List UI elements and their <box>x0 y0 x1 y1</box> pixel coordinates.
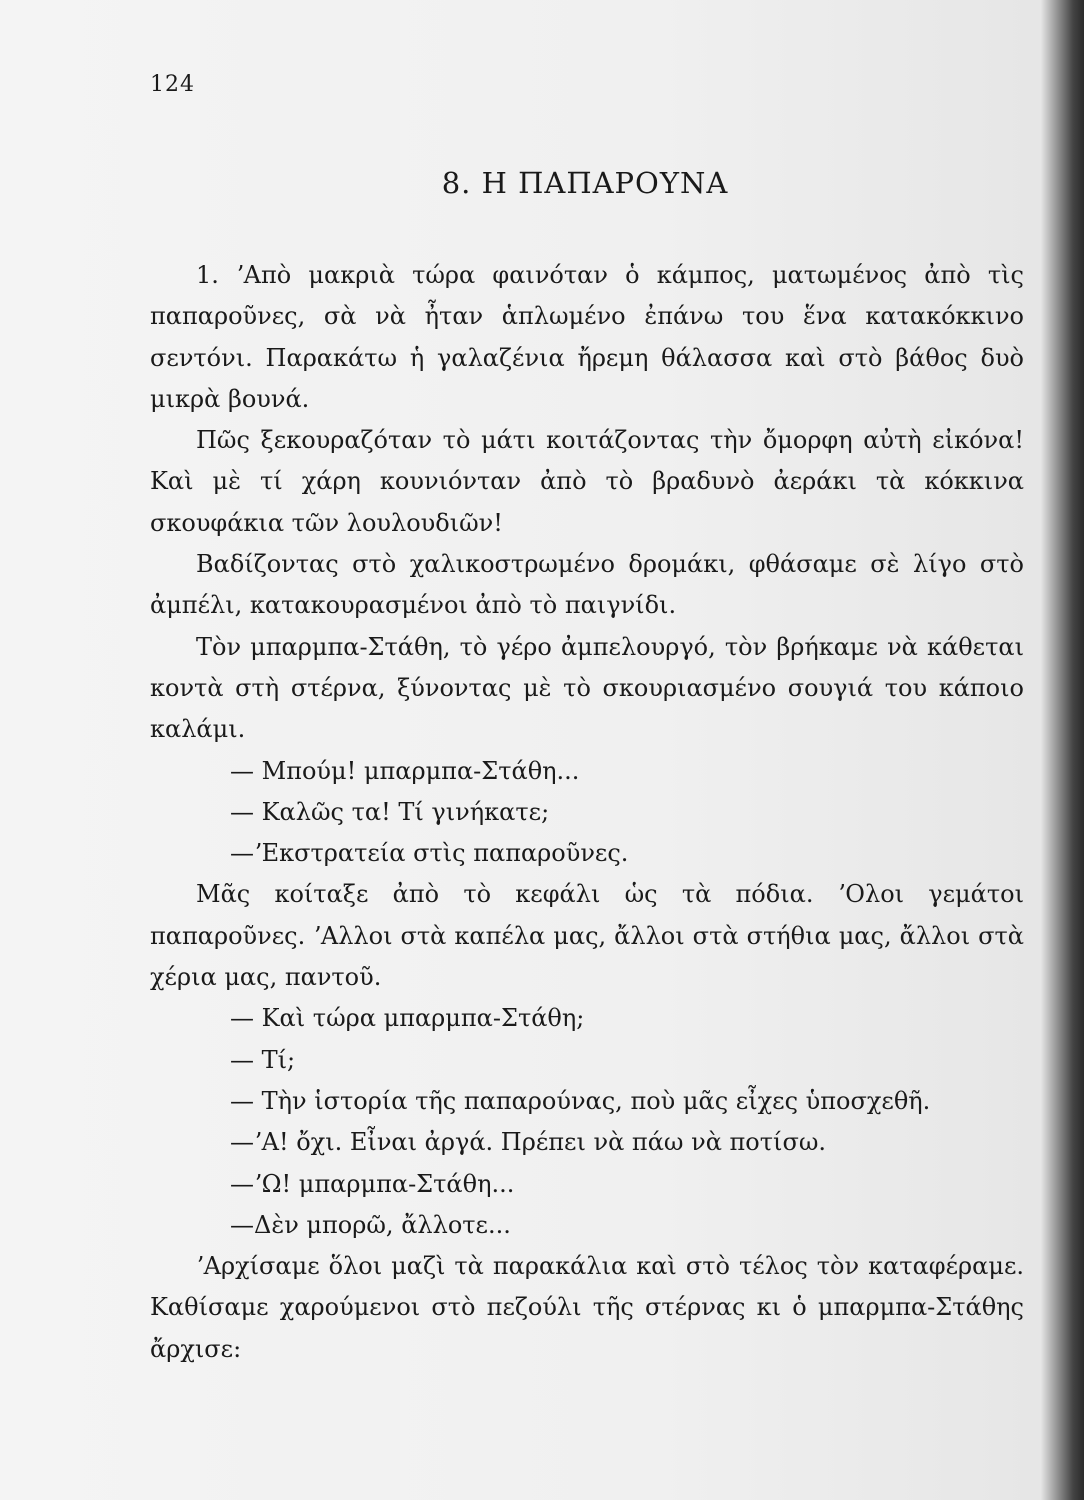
dialogue-line: — Καλῶς τα! Τί γινήκατε; <box>230 797 550 826</box>
chapter-title: 8. Η ΠΑΠΑΡΟΥΝΑ <box>441 166 729 200</box>
paragraph: 1. ʼΑπὸ μακριὰ τώρα φαινόταν ὁ κάμπος, ματωμένος ἀπὸ τὶς παπαροῦνες, σὰ νὰ ἦταν ἁπλωμένο ἐπάνω του ἕνα κατακόκκινο σεντόνι. Παρακάτω ἡ γαλαζένια ἤρεμη θάλασσα καὶ στὸ βάθος δυὸ μικρὰ βουνά. <box>150 261 1024 413</box>
dialogue-line: — Μπούμ! μπαρμπα-Στάθη... <box>230 756 580 785</box>
dialogue-line: —ʼΩ! μπαρμπα-Στάθη... <box>230 1169 515 1198</box>
dialogue-line: — Τί; <box>230 1045 296 1074</box>
dialogue-line: — Τὴν ἱστορία τῆς παπαρούνας, ποὺ μᾶς εἶχες ὑποσχεθῆ. <box>230 1086 931 1115</box>
dialogue-line: —Δὲν μπορῶ, ἄλλοτε... <box>230 1210 511 1239</box>
paragraph: Μᾶς κοίταξε ἀπὸ τὸ κεφάλι ὡς τὰ πόδια. ʼΟλοι γεμάτοι παπαροῦνες. ʼΑλλοι στὰ καπέλα μας, ἄλλοι στὰ στήθια μας, ἄλλοι στὰ χέρια μας, παντοῦ. <box>150 880 1024 992</box>
dialogue-line: —ʼΑ! ὄχι. Εἶναι ἀργά. Πρέπει νὰ πάω νὰ ποτίσω. <box>230 1128 827 1157</box>
dialogue-line: —ʼΕκστρατεία στὶς παπαροῦνες. <box>230 839 629 868</box>
dialogue-line: — Καὶ τώρα μπαρμπα-Στάθη; <box>230 1004 585 1033</box>
paragraph: Τὸν μπαρμπα-Στάθη, τὸ γέρο ἀμπελουργό, τὸν βρήκαμε νὰ κάθεται κοντὰ στὴ στέρνα, ξύνοντας μὲ τὸ σκουριασμένο σουγιά του κάποιο καλάμι. <box>150 632 1024 744</box>
paragraph: ʼΑρχίσαμε ὅλοι μαζὶ τὰ παρακάλια καὶ στὸ τέλος τὸν καταφέραμε. Καθίσαμε χαρούμενοι στὸ πεζούλι τῆς στέρνας κι ὁ μπαρμπα-Στάθης ἄρχισε: <box>150 1252 1024 1363</box>
body-text <box>150 255 1024 1370</box>
page-number: 124 <box>150 72 195 97</box>
paragraph: Πῶς ξεκουραζόταν τὸ μάτι κοιτάζοντας τὴν ὄμορφη αὐτὴ εἰκόνα! Καὶ μὲ τί χάρη κουνιόνταν ἀπὸ τὸ βραδυνὸ ἀεράκι τὰ κόκκινα σκουφάκια τῶν λουλουδιῶν! <box>150 426 1024 537</box>
paragraph: Βαδίζοντας στὸ χαλικοστρωμένο δρομάκι, φθάσαμε σὲ λίγο στὸ ἀμπέλι, κατακουρασμένοι ἀπὸ τὸ παιγνίδι. <box>150 550 1024 620</box>
